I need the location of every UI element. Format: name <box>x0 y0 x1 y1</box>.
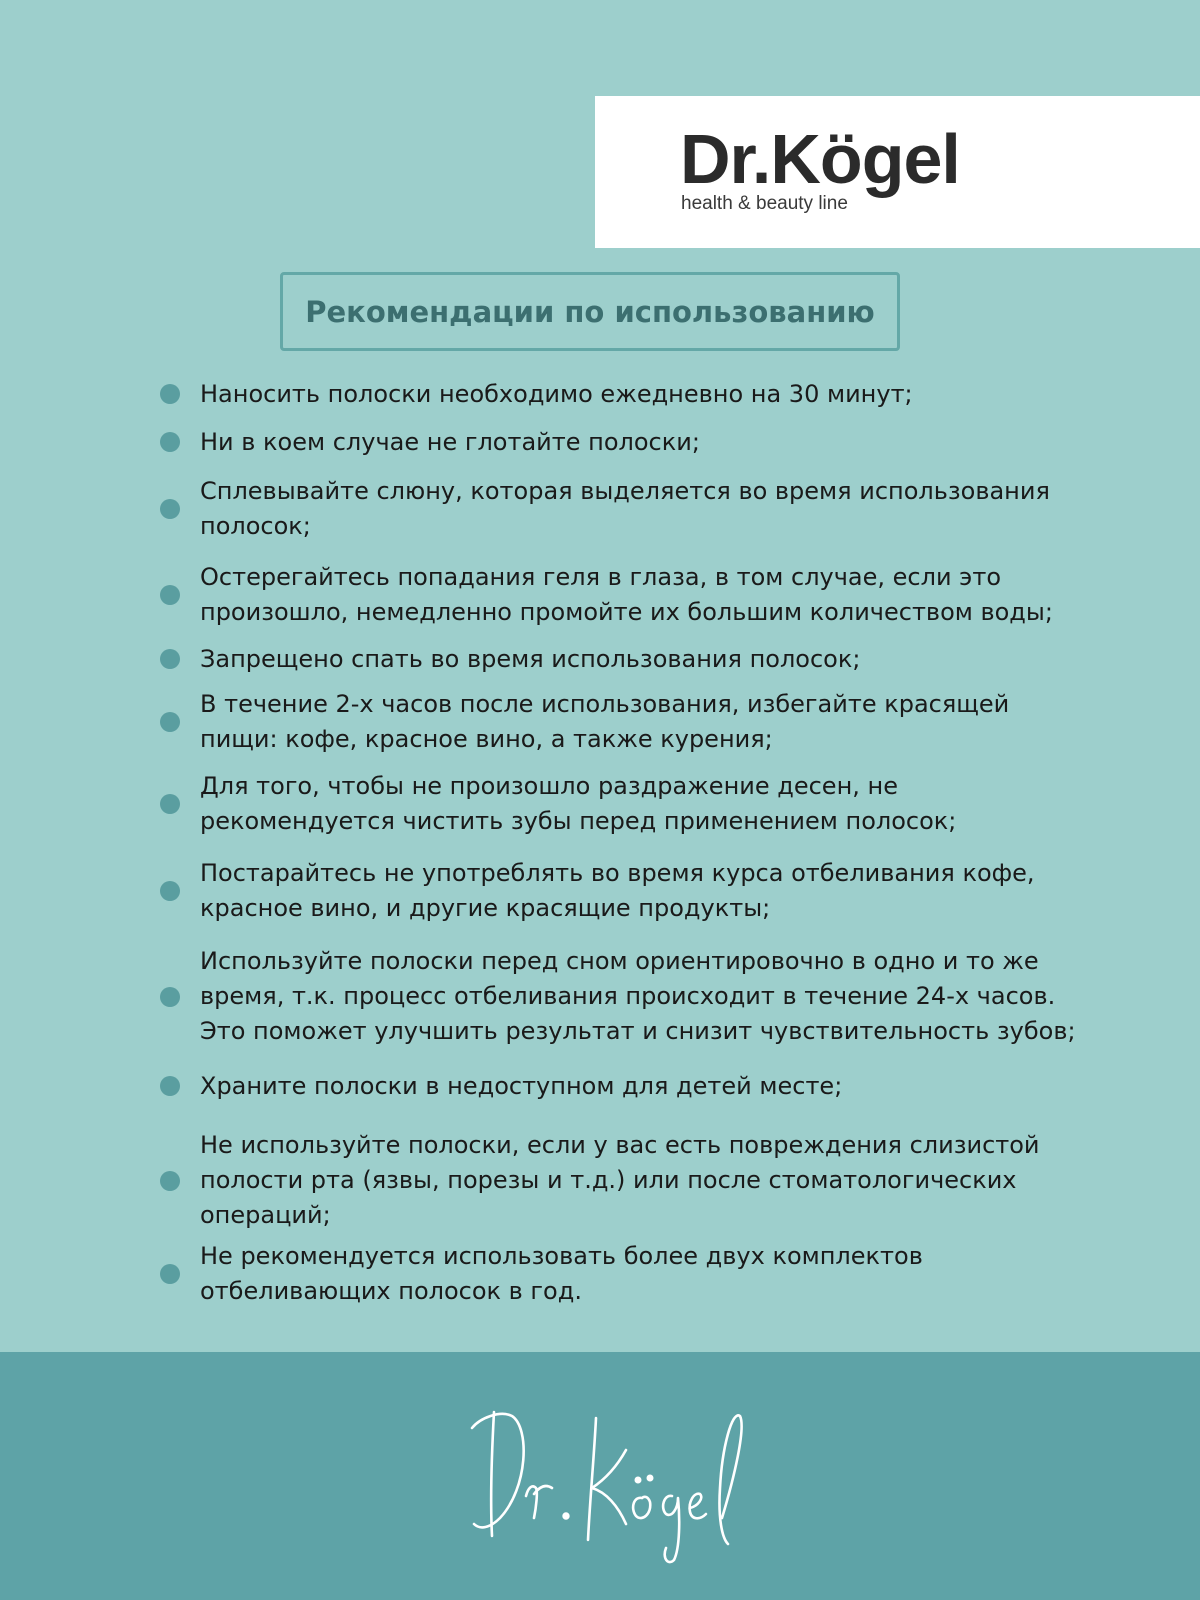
logo-tagline: health & beauty line <box>681 193 848 214</box>
bullet-dot-icon <box>160 712 180 732</box>
list-item-text: Используйте полоски перед сном ориентировочно в одно и то же время, т.к. процесс отбеливания происходит в течение 24-х часов. Это поможет улучшить результат и снизит чувствительность зубов; <box>200 947 1076 1045</box>
brand-logo <box>595 96 1200 248</box>
signature-logo <box>460 1388 760 1568</box>
list-item-text: Для того, чтобы не произошло раздражение десен, не рекомендуется чистить зубы перед применением полосок; <box>200 772 957 835</box>
page-title: Рекомендации по использованию <box>305 294 875 329</box>
bullet-dot-icon <box>160 384 180 404</box>
list-item <box>160 769 1060 839</box>
list-item <box>160 856 1060 926</box>
logo-wordmark: Dr.Kögel <box>680 120 960 198</box>
bullet-dot-icon <box>160 1171 180 1191</box>
list-item <box>160 1239 1060 1309</box>
list-item <box>160 1062 1060 1110</box>
list-item <box>160 370 1060 418</box>
section-title-box <box>280 272 900 351</box>
list-item <box>160 635 1060 683</box>
bullet-dot-icon <box>160 499 180 519</box>
list-item <box>160 687 1060 757</box>
bullet-dot-icon <box>160 794 180 814</box>
list-item-text: Не рекомендуется использовать более двух комплектов отбеливающих полосок в год. <box>200 1242 923 1305</box>
list-item <box>160 1128 1060 1233</box>
list-item <box>160 944 1076 1049</box>
bullet-dot-icon <box>160 881 180 901</box>
bullet-dot-icon <box>160 649 180 669</box>
list-item-text: Наносить полоски необходимо ежедневно на 30 минут; <box>200 379 913 408</box>
list-item-text: Постарайтесь не употреблять во время курса отбеливания кофе, красное вино, и другие красящие продукты; <box>200 859 1035 922</box>
bullet-dot-icon <box>160 987 180 1007</box>
list-item <box>160 418 1060 466</box>
bullet-dot-icon <box>160 432 180 452</box>
list-item-text: Сплевывайте слюну, которая выделяется во время использования полосок; <box>200 477 1050 540</box>
list-item-text: Запрещено спать во время использования полосок; <box>200 644 861 673</box>
list-item <box>160 474 1060 544</box>
list-item <box>160 560 1060 630</box>
bullet-dot-icon <box>160 585 180 605</box>
list-item-text: Остерегайтесь попадания геля в глаза, в том случае, если это произошло, немедленно промойте их большим количеством воды; <box>200 563 1053 626</box>
list-item-text: Ни в коем случае не глотайте полоски; <box>200 427 700 456</box>
bullet-dot-icon <box>160 1076 180 1096</box>
list-item-text: В течение 2-х часов после использования, избегайте красящей пищи: кофе, красное вино, а также курения; <box>200 690 1010 753</box>
list-item-text: Храните полоски в недоступном для детей месте; <box>200 1071 843 1100</box>
list-item-text: Не используйте полоски, если у вас есть повреждения слизистой полости рта (язвы, порезы и т.д.) или после стоматологических операций; <box>200 1131 1040 1229</box>
bullet-dot-icon <box>160 1264 180 1284</box>
